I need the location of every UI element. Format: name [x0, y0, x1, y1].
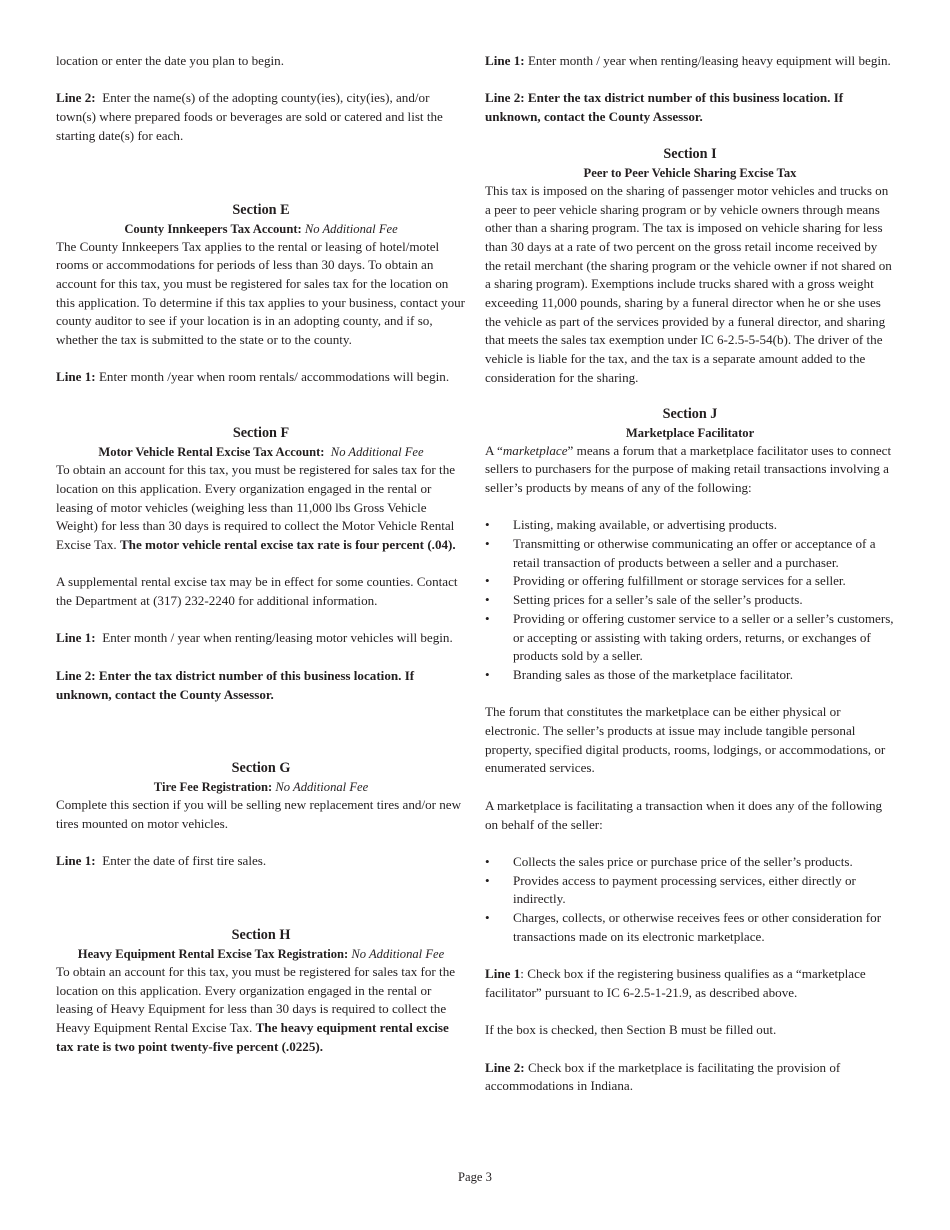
section-f-subtitle-label: Motor Vehicle Rental Excise Tax Account:	[98, 445, 325, 460]
list-item: • Collects the sales price or purchase price of the seller’s products.	[485, 853, 895, 872]
section-j-line1-label: Line 1	[485, 966, 521, 982]
section-j	[485, 404, 895, 1097]
page-number: Page 3	[458, 1170, 492, 1184]
list-item: • Provides access to payment processing services, either directly or indirectly.	[485, 872, 895, 909]
section-g-line1	[56, 852, 466, 871]
section-j-line2-label: Line 2:	[485, 1059, 525, 1075]
left-column	[56, 52, 466, 1057]
intro-text: location or enter the date you plan to begin.	[56, 53, 284, 68]
section-i	[485, 144, 895, 388]
section-j-intro-rest: ” means a forum that a marketplace facilitator uses to connect sellers to purchasers for the purpose of making retail transactions involving a seller’s products by means of any of the following:	[485, 442, 892, 495]
section-e-heading: Section E	[232, 201, 290, 218]
section-i-subtitle-label: Peer to Peer Vehicle Sharing Excise Tax	[583, 165, 797, 180]
section-f-line1-text: Enter month / year when renting/leasing motor vehicles will begin.	[102, 630, 453, 646]
section-f-line1-label: Line 1:	[56, 630, 96, 646]
right-column	[485, 52, 895, 1096]
section-g-subtitle-label: Tire Fee Registration:	[153, 780, 273, 795]
section-j-intro	[485, 442, 895, 498]
intro-line2	[56, 89, 466, 145]
section-f-heading: Section F	[232, 425, 290, 442]
section-f-line2-text: Line 2: Enter the tax district number of this business location. If unknown, contact the County Assessor.	[56, 667, 415, 702]
section-f-supplemental: A supplemental rental excise tax may be in effect for some counties. Contact the Department at (317) 232-2240 for additional information.	[56, 574, 458, 609]
heavy-line1-text: Enter month / year when renting/leasing heavy equipment will begin.	[527, 53, 891, 68]
section-e-line1-text: Enter month /year when room rentals/ accommodations will begin.	[98, 369, 450, 385]
section-j-intro-term: marketplace	[502, 442, 568, 458]
section-h-fee: No Additional Fee	[351, 947, 445, 961]
section-f-body-text: To obtain an account for this tax, you must be registered for sales tax for the location on this application. Every organization engaged in the rental or leasing of motor vehicles (weighing less than 11,000 lbs Gross Vehicle Weight) for less than 30 days is required to collect the Motor Vehicle Rental Excise Tax.	[56, 462, 456, 552]
heavy-line2	[485, 89, 895, 126]
section-f	[56, 423, 466, 704]
intro-line2-label: Line 2:	[56, 90, 96, 106]
section-j-checked: If the box is checked, then Section B must be filled out.	[485, 1022, 777, 1038]
list-item: • Transmitting or otherwise communicating an offer or acceptance of a retail transaction of products between a seller and a purchaser.	[485, 535, 895, 572]
facilitating-bullets	[485, 853, 895, 947]
section-j-heading: Section J	[662, 405, 718, 422]
section-g	[56, 758, 466, 871]
list-item: • Setting prices for a seller’s sale of the seller’s products.	[485, 591, 895, 610]
section-j-subtitle-label: Marketplace Facilitator	[625, 425, 755, 440]
section-g-body: Complete this section if you will be selling new replacement tires and/or new tires mounted on motor vehicles.	[56, 797, 462, 831]
section-f-subtitle	[56, 443, 466, 461]
section-g-subtitle	[56, 778, 466, 796]
list-item: • Listing, making available, or advertising products.	[485, 516, 895, 535]
section-f-rate: The motor vehicle rental excise tax rate is four percent (.04).	[119, 536, 456, 552]
list-item: • Branding sales as those of the marketplace facilitator.	[485, 666, 895, 685]
section-g-line1-text: Enter the date of first tire sales.	[102, 853, 267, 869]
section-g-line1-label: Line 1:	[56, 853, 96, 869]
section-j-facilitating: A marketplace is facilitating a transaction when it does any of the following on behalf of the seller:	[485, 797, 883, 832]
section-j-subtitle	[485, 424, 895, 442]
section-e-subtitle	[56, 220, 466, 238]
heavy-line1	[485, 52, 895, 71]
section-h-body	[56, 963, 466, 1057]
section-h	[56, 925, 466, 1057]
section-h-heading: Section H	[231, 927, 291, 943]
heavy-line1-label: Line 1:	[485, 53, 525, 68]
marketplace-bullets	[485, 516, 895, 684]
list-item: • Charges, collects, or otherwise receives fees or other consideration for transactions made on its electronic marketplace.	[485, 909, 895, 946]
section-e-subtitle-label: County Innkeepers Tax Account:	[124, 221, 302, 236]
section-e	[56, 200, 466, 388]
section-i-subtitle	[485, 164, 895, 182]
section-f-line2	[56, 667, 466, 704]
heavy-line2-text: Line 2: Enter the tax district number of this business location. If unknown, contact the County Assessor.	[485, 90, 844, 125]
list-item: • Providing or offering customer service to a seller or a seller’s customers, or accepting or assisting with taking orders, returns, or exchanges of products sold by a seller.	[485, 610, 895, 666]
section-e-line1-label: Line 1:	[56, 369, 96, 385]
section-j-line1	[485, 965, 895, 1002]
section-h-body-text: To obtain an account for this tax, you must be registered for sales tax for the location on this application. Every organization engaged in the rental or leasing of Heavy Equipment for less than 30 days is required to collect the Heavy Equipment Rental Excise Tax.	[56, 964, 456, 1036]
section-i-heading: Section I	[663, 145, 717, 162]
section-j-intro-a: A “	[485, 442, 503, 458]
list-item: • Providing or offering fulfillment or storage services for a seller.	[485, 572, 895, 591]
section-h-subtitle-label: Heavy Equipment Rental Excise Tax Registration:	[77, 947, 349, 961]
section-j-line2	[485, 1059, 895, 1096]
intro-line2-text: Enter the name(s) of the adopting county(ies), city(ies), and/or town(s) where prepared foods or beverages are sold or catered and list the starting date(s) for each.	[56, 90, 443, 143]
section-h-subtitle	[56, 945, 466, 963]
section-j-line1-text: : Check box if the registering business qualifies as a “marketplace facilitator” pursuant to IC 6-2.5-1-21.9, as described above.	[485, 966, 866, 1000]
section-f-body	[56, 461, 466, 555]
section-g-heading: Section G	[231, 760, 291, 777]
section-g-fee: No Additional Fee	[275, 780, 369, 795]
section-e-fee: No Additional Fee	[304, 221, 398, 236]
section-e-line1	[56, 368, 466, 387]
section-j-line2-text: Check box if the marketplace is facilitating the provision of accommodations in Indiana.	[485, 1059, 841, 1094]
section-f-fee: No Additional Fee	[330, 445, 424, 460]
section-j-forum: The forum that constitutes the marketplace can be either physical or electronic. The seller’s products at issue may include tangible personal property, specified digital products, rooms, lodgings, or accommodations, or enumerated services.	[485, 704, 886, 776]
section-i-body: This tax is imposed on the sharing of passenger motor vehicles and trucks on a peer to peer vehicle sharing program or by vehicle owners through means other than a sharing program. The tax is imposed on vehicle sharing for less than 30 days at a rate of two percent on the gross retail income received by the retail merchant (the sharing program or the vehicle owner if not shared on a sharing program). Exemptions include trucks shared with a gross weight exceeding 11,000 pounds, sharing by a funeral director when he or she uses the vehicle as part of the services provided by a funeral director, and sharing that meets the sales tax exemption under IC 6-2.5-5-54(b). The driver of the vehicle is liable for the tax, and the tax is a separate amount added to the consideration for the sharing.	[485, 182, 892, 385]
section-f-line1	[56, 629, 466, 648]
section-h-rate: The heavy equipment rental excise tax rate is two point twenty-five percent (.0225).	[56, 1020, 449, 1054]
section-e-body: The County Innkeepers Tax applies to the rental or leasing of hotel/motel rooms or accommodations for periods of less than 30 days. To obtain an account for this tax, you must be registered for sales tax for the location on this application. To determine if this tax applies to your business, contact your county auditor to see if your location is in an adopting county, and if so, whether the tax is submitted to the state or to the county.	[56, 238, 466, 348]
